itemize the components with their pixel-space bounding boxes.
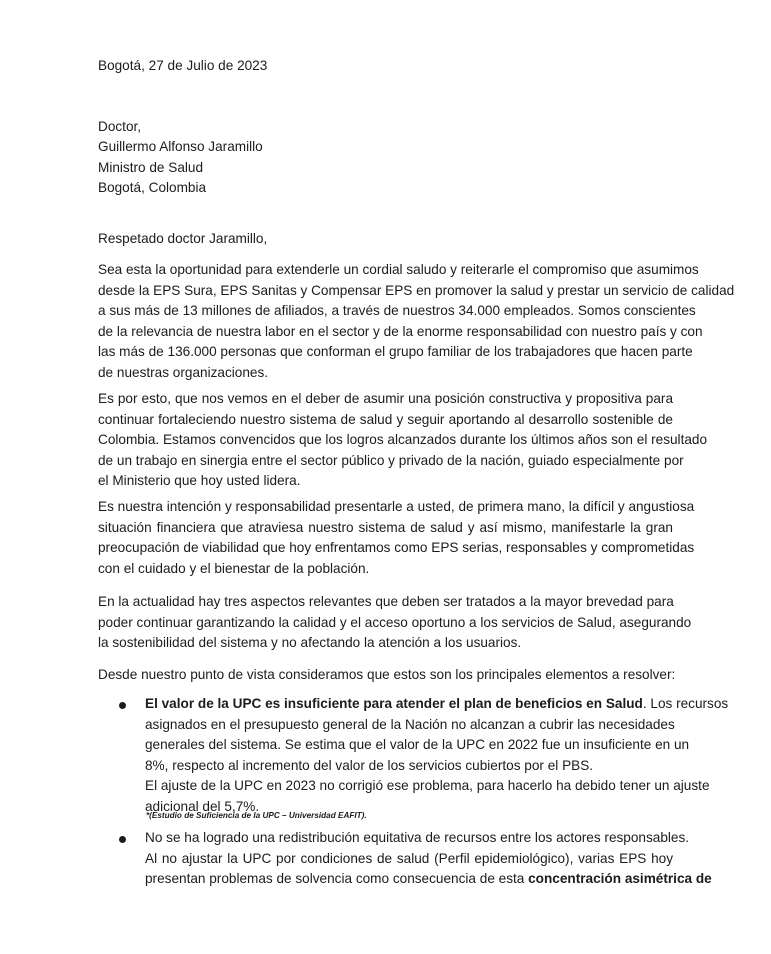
paragraph-line: En la actualidad hay tres aspectos relevantes que deben ser tratados a la mayor brevedad para	[98, 594, 674, 609]
paragraph-line: Al no ajustar la UPC por condiciones de salud (Perfil epidemiológico), varias EPS hoy	[145, 850, 673, 866]
date-line: Bogotá, 27 de Julio de 2023	[98, 58, 268, 73]
paragraph-line: de un trabajo en sinergia entre el sector público y privado de la nación, guiado especialmente por	[98, 452, 684, 468]
recipient-title: Doctor,	[98, 119, 142, 134]
paragraph-line: preocupación de viabilidad que hoy enfrentamos como EPS serias, responsables y comprometidas	[98, 540, 695, 556]
paragraph-line: continuar fortaleciendo nuestro sistema de salud y seguir aportando al desarrollo sostenible de	[98, 411, 673, 427]
paragraph-line	[145, 694, 729, 715]
paragraph-line: desde la EPS Sura, EPS Sanitas y Compensar EPS en promover la salud y prestar un servicio de calidad	[98, 282, 735, 298]
source-note: *(Estudio de Suficiencia de la UPC – Universidad EAFIT).	[146, 811, 367, 820]
paragraph-line: las más de 136.000 personas que conforman el grupo familiar de los trabajadores que hacen parte	[98, 344, 693, 360]
paragraph-line: con el cuidado y el bienestar de la población.	[98, 560, 370, 576]
paragraph-4	[98, 592, 692, 654]
paragraph-line	[145, 869, 712, 890]
paragraph-line: Es por esto, que nos vemos en el deber de asumir una posición constructiva y propositiva para	[98, 391, 673, 406]
paragraph-line: No se ha logrado una redistribución equitativa de recursos entre los actores responsables.	[145, 830, 690, 845]
paragraph-line: el Ministerio que hoy usted lidera.	[98, 473, 301, 489]
list-intro: Desde nuestro punto de vista consideramos que estos son los principales elementos a resolver:	[98, 667, 676, 682]
paragraph-line: adicional del 5,7%.	[145, 798, 260, 814]
paragraph-1	[98, 260, 735, 384]
bullet-icon	[119, 702, 126, 709]
bullet-line-start: presentan problemas de solvencia como consecuencia de esta	[145, 871, 529, 887]
bullet-line-rest: . Los recursos	[642, 696, 729, 711]
paragraph-line: de la relevancia de nuestra labor en el sector y de la enorme responsabilidad con nuestro país y con	[98, 323, 703, 339]
bullet-bold-tail: concentración asimétrica de	[528, 871, 712, 887]
paragraph-line: de nuestras organizaciones.	[98, 364, 269, 380]
paragraph-line: asignados en el presupuesto general de la Nación no alcanzan a cubrir las necesidades	[145, 716, 675, 732]
recipient-name: Guillermo Alfonso Jaramillo	[98, 139, 263, 154]
paragraph-line: Es nuestra intención y responsabilidad presentarle a usted, de primera mano, la difícil y angustiosa	[98, 499, 695, 514]
bullet-item-redistribution	[145, 828, 712, 890]
bullet-bold-lead: El valor de la UPC es insuficiente para atender el plan de beneficios en Salud	[145, 696, 643, 711]
paragraph-line: Sea esta la oportunidad para extenderle un cordial saludo y reiterarle el compromiso que asumimos	[98, 262, 699, 277]
paragraph-line: poder continuar garantizando la calidad y el acceso oportuno a los servicios de Salud, asegurando	[98, 614, 692, 630]
greeting: Respetado doctor Jaramillo,	[98, 231, 268, 246]
paragraph-3	[98, 497, 695, 579]
recipient-city: Bogotá, Colombia	[98, 180, 207, 195]
recipient-position: Ministro de Salud	[98, 160, 204, 175]
paragraph-line: El ajuste de la UPC en 2023 no corrigió ese problema, para hacerlo ha debido tener un ajuste	[145, 778, 710, 794]
paragraph-line: a sus más de 13 millones de afiliados, a través de nuestros 34.000 empleados. Somos conscientes	[98, 303, 696, 319]
paragraph-line: Colombia. Estamos convencidos que los logros alcanzados durante los últimos años son el resultado	[98, 432, 708, 448]
paragraph-line: generales del sistema. Se estima que el valor de la UPC en 2022 fue un insuficiente en un	[145, 737, 690, 753]
bullet-icon	[119, 836, 126, 843]
bullet-item-upc	[145, 694, 729, 818]
paragraph-2	[98, 389, 708, 492]
paragraph-line: situación financiera que atraviesa nuestro sistema de salud y así mismo, manifestarle la gran	[98, 519, 673, 535]
paragraph-line: la sostenibilidad del sistema y no afectando la atención a los usuarios.	[98, 635, 522, 651]
paragraph-line: 8%, respecto al incremento del valor de los servicios cubiertos por el PBS.	[145, 757, 594, 773]
